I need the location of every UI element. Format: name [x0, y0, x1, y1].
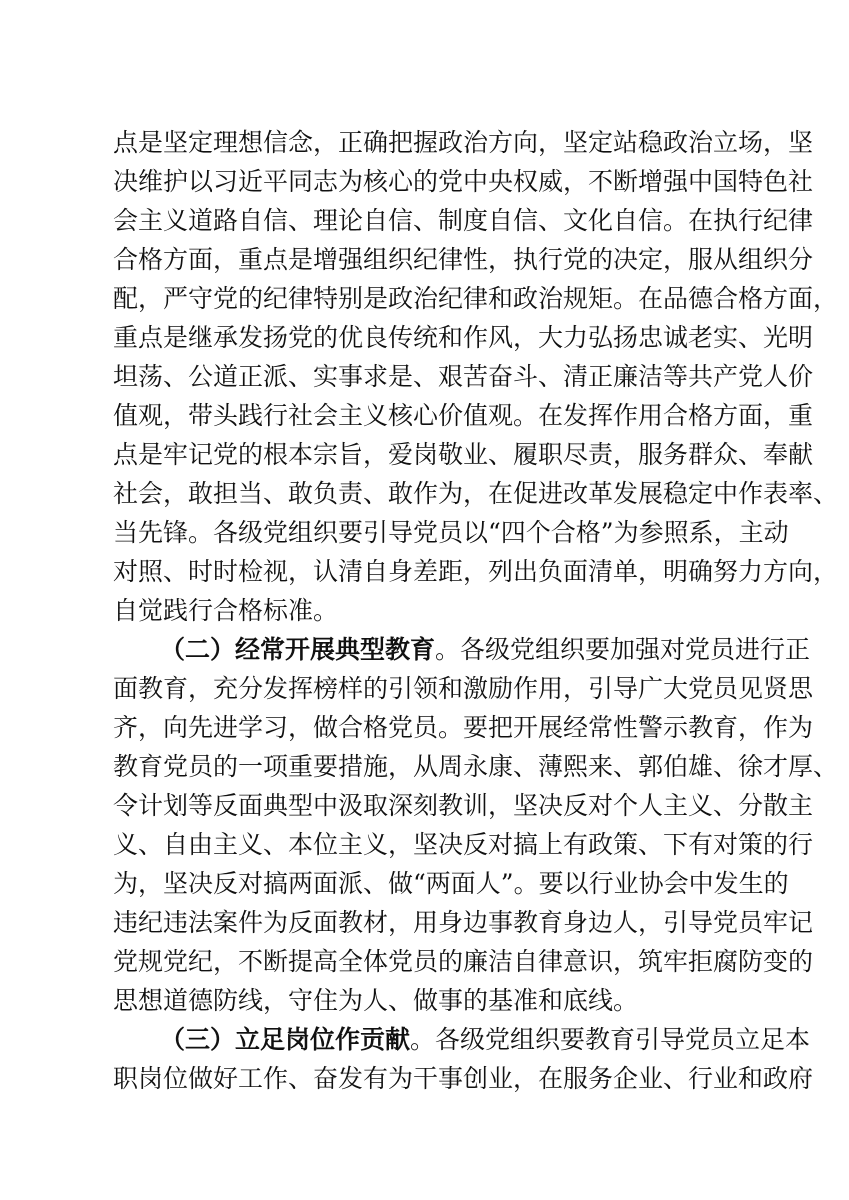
text-line: 对照、时时检视，认清自身差距，列出负面清单，明确努力方向，: [113, 557, 839, 586]
section-2-lead-text: 。各级党组织要加强对党员进行正: [435, 635, 811, 664]
text-line: 违纪违法案件为反面教材，用身边事教育身边人，引导党员牢记: [113, 908, 814, 937]
text-line: 合格方面，重点是增强组织纪律性，执行党的决定，服从组织分: [113, 245, 814, 274]
text-line: 值观，带头践行社会主义核心价值观。在发挥作用合格方面，重: [113, 401, 814, 430]
text-line: 面教育，充分发挥榜样的引领和激励作用，引导广大党员见贤思: [113, 674, 814, 703]
text-line: 教育党员的一项重要措施，从周永康、薄熙来、郭伯雄、徐才厚、: [113, 752, 839, 781]
section-3-lead-text: 。各级党组织要教育引导党员立足本: [410, 1025, 811, 1054]
text-line: 为，坚决反对搞两面派、做“两面人”。要以行业协会中发生的: [113, 869, 789, 898]
text-line: 重点是继承发扬党的优良传统和作风，大力弘扬忠诚老实、光明: [113, 323, 814, 352]
text-line: 社会，敢担当、敢负责、敢作为，在促进改革发展稳定中作表率、: [113, 479, 839, 508]
text-line: 坦荡、公道正派、实事求是、艰苦奋斗、清正廉洁等共产党人价: [113, 362, 814, 391]
section-2-first-line: [160, 637, 810, 662]
section-3-heading: （三）立足岗位作贡献: [160, 1025, 411, 1054]
text-line: 思想道德防线，守住为人、做事的基准和底线。: [113, 986, 639, 1015]
text-line: 决维护以习近平同志为核心的党中央权威，不断增强中国特色社: [113, 167, 814, 196]
text-line: 自觉践行合格标准。: [113, 596, 339, 625]
text-line: 会主义道路自信、理论自信、制度自信、文化自信。在执行纪律: [113, 206, 814, 235]
text-line: 义、自由主义、本位主义，坚决反对搞上有政策、下有对策的行: [113, 830, 814, 859]
section-3-first-line: [160, 1027, 810, 1052]
text-line: 职岗位做好工作、奋发有为干事创业，在服务企业、行业和政府: [113, 1064, 814, 1093]
text-line: 点是牢记党的根本宗旨，爱岗敬业、履职尽责，服务群众、奉献: [113, 440, 814, 469]
text-line: 当先锋。各级党组织要引导党员以“四个合格”为参照系，主动: [113, 518, 789, 547]
text-line: 齐，向先进学习，做合格党员。要把开展经常性警示教育，作为: [113, 713, 814, 742]
text-line: 点是坚定理想信念，正确把握政治方向，坚定站稳政治立场，坚: [113, 128, 814, 157]
text-line: 配，严守党的纪律特别是政治纪律和政治规矩。在品德合格方面，: [113, 284, 839, 313]
text-line: 令计划等反面典型中汲取深刻教训，坚决反对个人主义、分散主: [113, 791, 814, 820]
section-2-heading: （二）经常开展典型教育: [160, 635, 436, 664]
text-line: 党规党纪，不断提高全体党员的廉洁自律意识，筑牢拒腐防变的: [113, 947, 814, 976]
